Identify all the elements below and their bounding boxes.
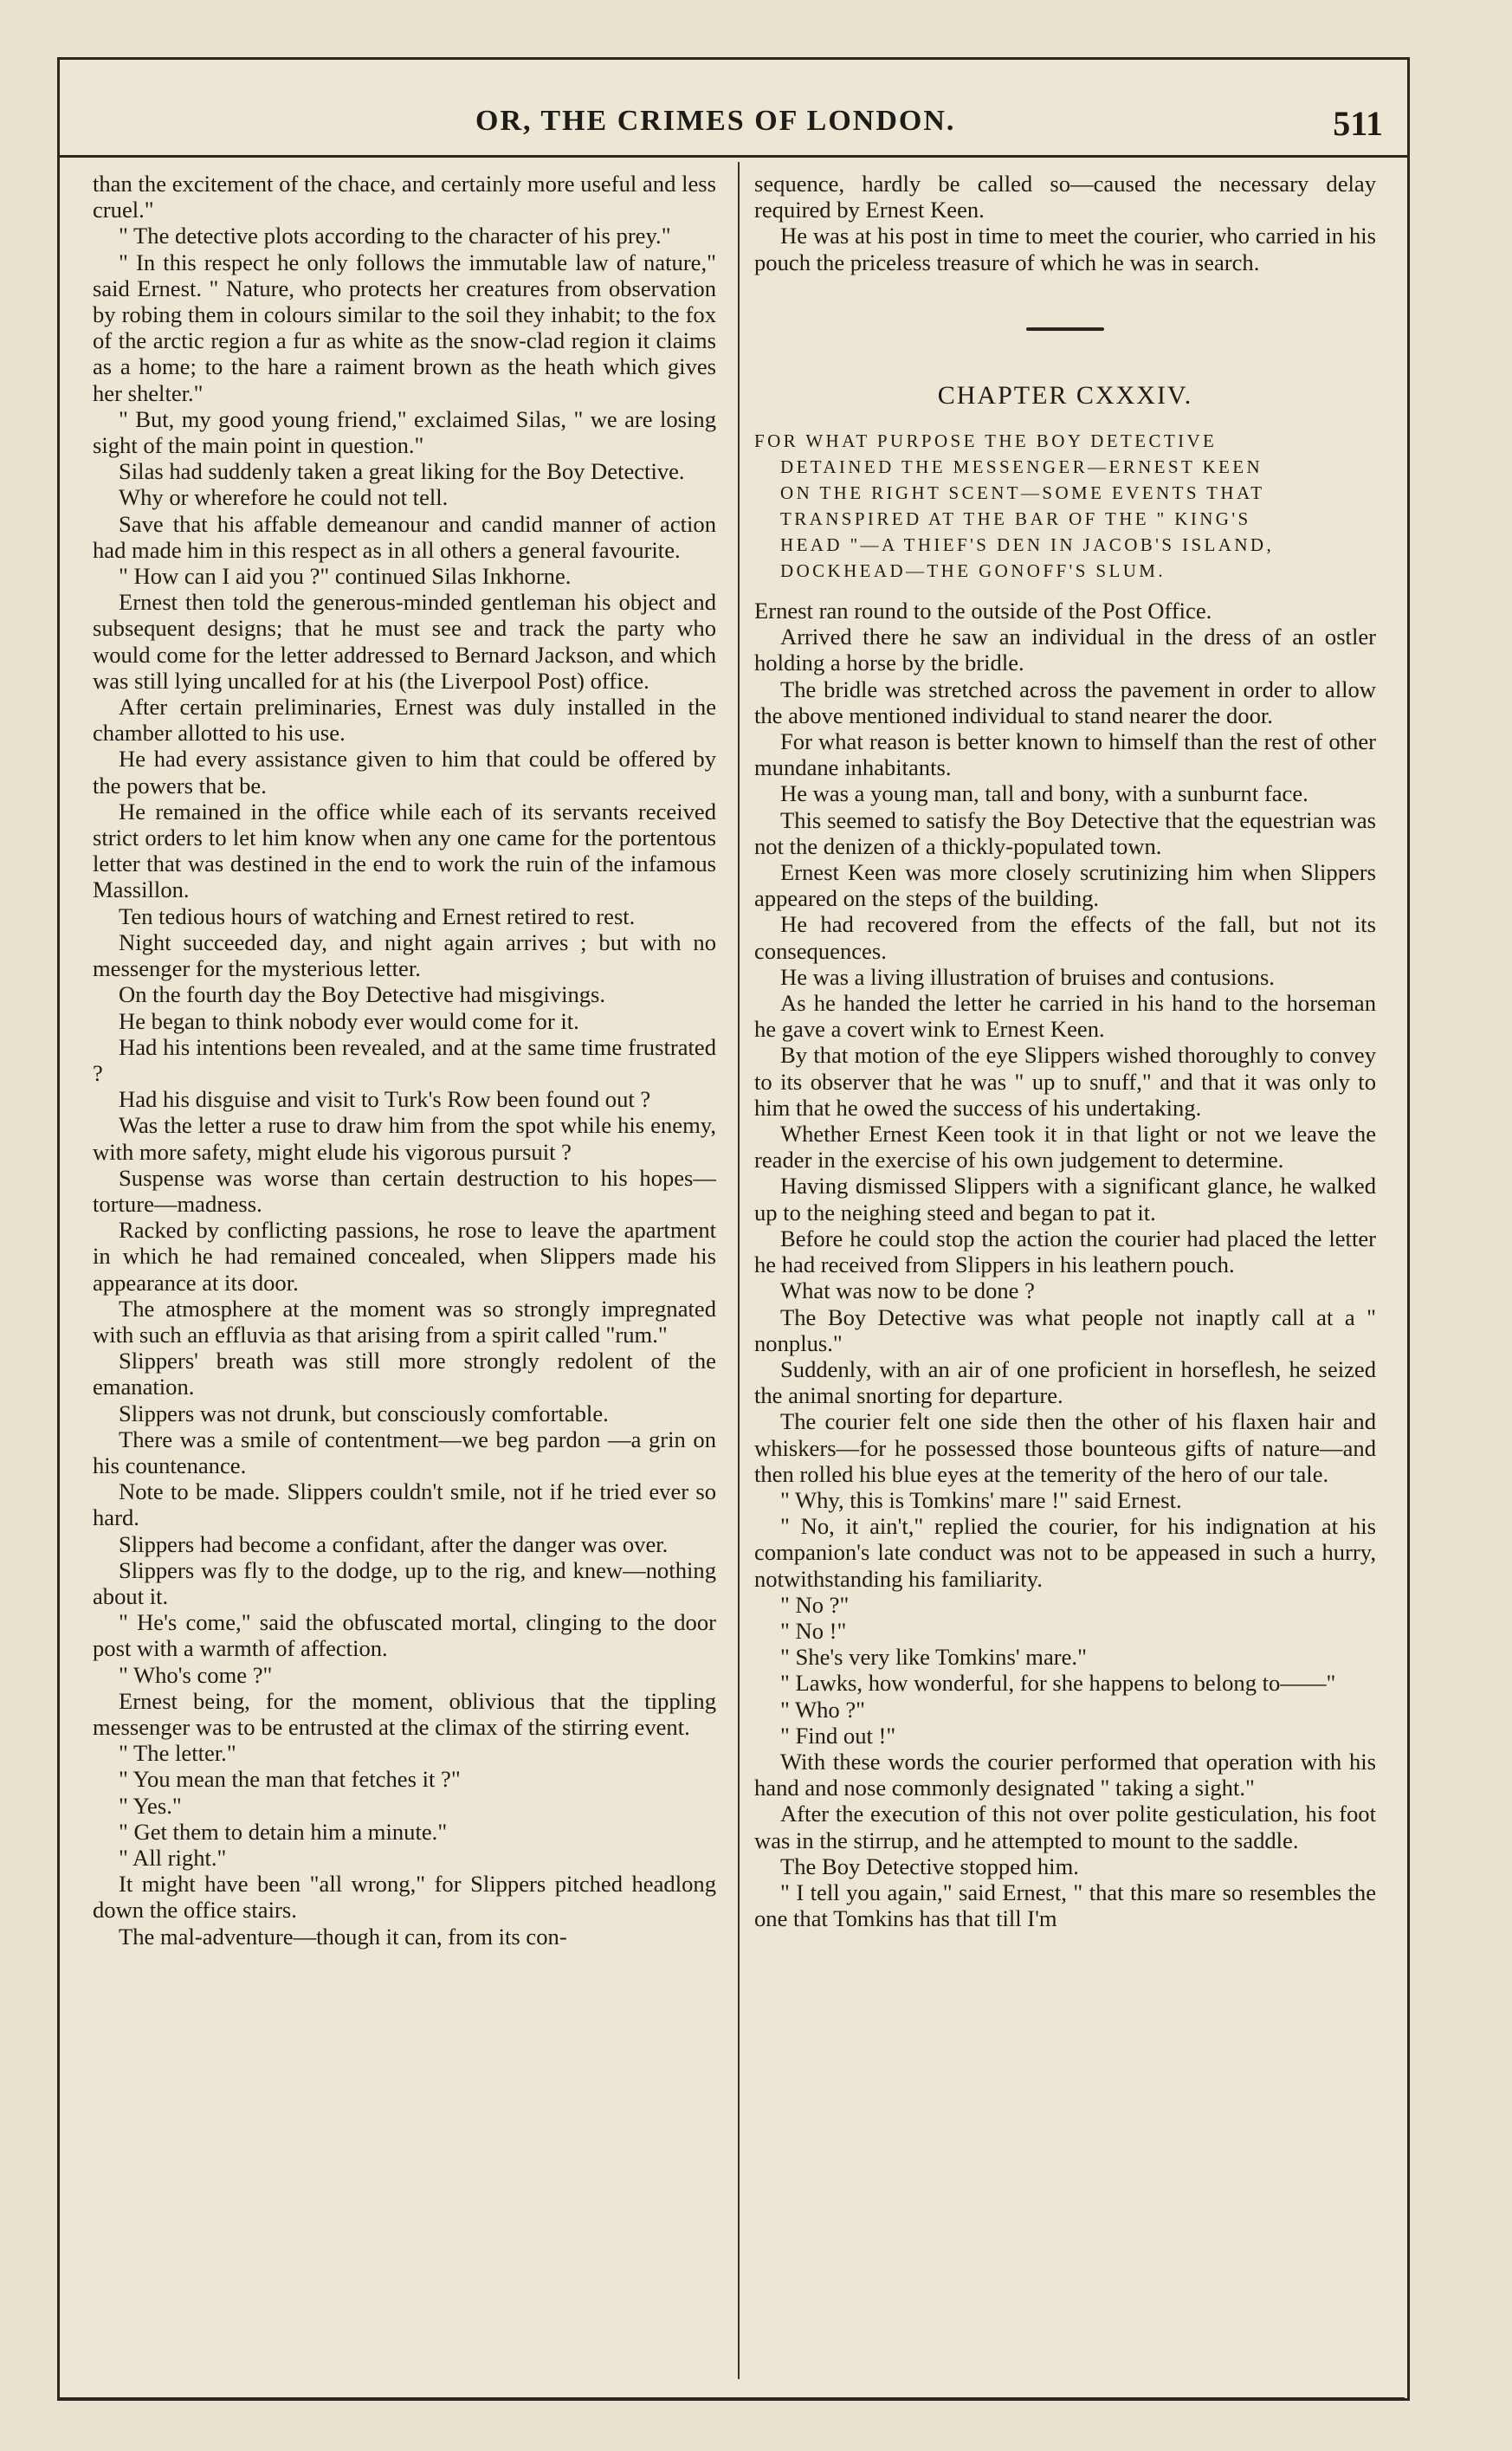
paragraph: Silas had suddenly taken a great liking for the Boy Detective. [119, 458, 685, 485]
paragraph: The courier felt one side then the other of his flaxen hair and whiskers—for he possessed those bounteous gifts of nature—and then rolled his blue eyes at the temerity of the hero of our tale. [754, 1408, 1376, 1487]
paragraph: The mal-adventure—though it can, from its con- [119, 1923, 567, 1950]
paragraph: " No !" [780, 1617, 847, 1644]
paragraph: " Who's come ?" [119, 1661, 273, 1688]
paragraph: With these words the courier performed that operation with his hand and nose commonly designated " taking a sight." [754, 1748, 1376, 1801]
paragraph: He had recovered from the effects of the fall, but not its consequences. [754, 911, 1376, 964]
paragraph: " You mean the man that fetches it ?" [119, 1766, 461, 1793]
chapter-summary-line: TRANSPIRED AT THE BAR OF THE " KING'S [780, 508, 1251, 530]
paragraph: Slippers had become a confidant, after the danger was over. [119, 1530, 669, 1557]
right-column [754, 171, 1376, 2370]
paragraph: By that motion of the eye Slippers wished thoroughly to convey to its observer that he was " up to snuff," and that it was only to him that he owed the success of his undertaking. [754, 1042, 1376, 1121]
paragraph: than the excitement of the chace, and certainly more useful and less cruel." [93, 171, 716, 223]
paragraph: For what reason is better known to himself than the rest of other mundane inhabitants. [754, 728, 1376, 781]
chapter-title: CHAPTER CXXXIV. [937, 380, 1193, 410]
right-column-top [754, 171, 1376, 275]
paragraph: " In this respect he only follows the immutable law of nature," said Ernest. " Nature, who protects her creatures from observation by robing them in colours similar to the soil they inhabit; to the fox of the arctic region a fur as white as the snow-clad region it claims as a home; to the hare a raiment brown as the heath which gives her shelter." [93, 249, 716, 406]
chapter-summary-line: ON THE RIGHT SCENT—SOME EVENTS THAT [780, 482, 1265, 504]
paragraph: Arrived there he saw an individual in the dress of an ostler holding a horse by the bridle. [754, 624, 1376, 676]
paragraph: " I tell you again," said Ernest, " that this mare so resembles the one that Tomkins has that till I'm [754, 1879, 1376, 1932]
chapter-summary-line: DOCKHEAD—THE GONOFF'S SLUM. [780, 560, 1166, 582]
paragraph: " Find out !" [780, 1722, 896, 1749]
paragraph: " The detective plots according to the character of his prey." [119, 223, 671, 249]
right-column-body [754, 598, 1376, 1931]
paragraph: " No, it ain't," replied the courier, for his indignation at his companion's late conduct was not to be appeased in such a hurry, notwithstanding his familiarity. [754, 1513, 1376, 1592]
paragraph: Suspense was worse than certain destruction to his hopes—torture—madness. [93, 1164, 716, 1217]
column-divider [738, 162, 740, 2379]
paragraph: After certain preliminaries, Ernest was duly installed in the chamber allotted to his use. [93, 694, 716, 747]
paragraph: On the fourth day the Boy Detective had misgivings. [119, 981, 606, 1008]
paragraph: sequence, hardly be called so—caused the necessary delay required by Ernest Keen. [754, 171, 1376, 223]
paragraph: " He's come," said the obfuscated mortal, clinging to the door post with a warmth of affection. [93, 1609, 716, 1662]
paragraph: Slippers was not drunk, but consciously comfortable. [119, 1400, 609, 1426]
paragraph: Slippers' breath was still more strongly redolent of the emanation. [93, 1348, 716, 1400]
chapter-summary-line: HEAD "—A THIEF'S DEN IN JACOB'S ISLAND, [780, 534, 1275, 556]
page [57, 57, 1410, 2401]
paragraph: He was at his post in time to meet the courier, who carried in his pouch the priceless treasure of which he was in search. [754, 223, 1376, 275]
paragraph: Before he could stop the action the courier had placed the letter he had received from Slippers in his leathern pouch. [754, 1225, 1376, 1278]
paragraph: He had every assistance given to him that could be offered by the powers that be. [93, 746, 716, 799]
paragraph: After the execution of this not over polite gesticulation, his foot was in the stirrup, and he attempted to mount to the saddle. [754, 1801, 1376, 1853]
paragraph: As he handed the letter he carried in his hand to the horseman he gave a covert wink to Ernest Keen. [754, 990, 1376, 1043]
chapter-summary-line: FOR WHAT PURPOSE THE BOY DETECTIVE [754, 430, 1218, 452]
chapter-summary-line: DETAINED THE MESSENGER—ERNEST KEEN [780, 456, 1263, 478]
paragraph: The atmosphere at the moment was so strongly impregnated with such an effluvia as that arising from a spirit called "rum." [93, 1295, 716, 1348]
paragraph: He began to think nobody ever would come for it. [119, 1007, 579, 1034]
paragraph: Save that his affable demeanour and candid manner of action had made him in this respect as in all others a general favourite. [93, 510, 716, 563]
paragraph: The Boy Detective stopped him. [780, 1853, 1079, 1879]
paragraph: The Boy Detective was what people not inaptly call at a " nonplus." [754, 1303, 1376, 1356]
paragraph: Ernest Keen was more closely scrutinizing him when Slippers appeared on the steps of the building. [754, 859, 1376, 912]
paragraph: This seemed to satisfy the Boy Detective that the equestrian was not the denizen of a thickly-populated town. [754, 806, 1376, 859]
paragraph: " But, my good young friend," exclaimed Silas, " we are losing sight of the main point in question." [93, 405, 716, 459]
page-number: 511 [1333, 104, 1383, 143]
paragraph: Was the letter a ruse to draw him from the spot while his enemy, with more safety, might elude his vigorous pursuit ? [93, 1112, 716, 1165]
paragraph: Having dismissed Slippers with a significant glance, he walked up to the neighing steed and began to pat it. [754, 1173, 1376, 1226]
paragraph: Why or wherefore he could not tell. [119, 484, 449, 511]
paragraph: Whether Ernest Keen took it in that light or not we leave the reader in the exercise of his own judgement to determine. [754, 1121, 1376, 1174]
paragraph: " How can I aid you ?" continued Silas Inkhorne. [119, 563, 572, 590]
paragraph: Ernest being, for the moment, oblivious that the tippling messenger was to be entrusted at the climax of the stirring event. [93, 1687, 716, 1740]
paragraph: " All right." [119, 1845, 227, 1871]
paragraph: Note to be made. Slippers couldn't smile, not if he tried ever so hard. [93, 1478, 716, 1531]
paragraph: " She's very like Tomkins' mare." [780, 1644, 1087, 1671]
paragraph: Ernest then told the generous-minded gentleman his object and subsequent designs; that he must see and track the party who would come for the letter addressed to Bernard Jackson, and which was still lying uncalled for at his (the Liverpool Post) office. [93, 589, 716, 694]
chapter-summary [754, 428, 1376, 584]
paragraph: It might have been "all wrong," for Slippers pitched headlong down the office stairs. [93, 1871, 716, 1924]
paragraph: Had his intentions been revealed, and at the same time frustrated ? [93, 1033, 716, 1086]
paragraph: Ten tedious hours of watching and Ernest retired to rest. [119, 902, 636, 929]
paragraph: " Lawks, how wonderful, for she happens to belong to——" [780, 1670, 1336, 1697]
paragraph: He was a living illustration of bruises and contusions. [780, 963, 1275, 990]
paragraph: " Why, this is Tomkins' mare !" said Ernest. [780, 1486, 1182, 1513]
paragraph: Had his disguise and visit to Turk's Row been found out ? [119, 1086, 651, 1113]
paragraph: " No ?" [780, 1591, 850, 1618]
paragraph: " The letter." [119, 1740, 236, 1767]
paragraph: Ernest ran round to the outside of the Post Office. [754, 598, 1212, 624]
paragraph: " Get them to detain him a minute." [119, 1818, 448, 1845]
paragraph: Suddenly, with an air of one proficient in horseflesh, he seized the animal snorting for departure. [754, 1355, 1376, 1409]
paragraph: There was a smile of contentment—we beg pardon —a grin on his countenance. [93, 1426, 716, 1478]
paragraph: Racked by conflicting passions, he rose to leave the apartment in which he had remained concealed, when Slippers made his appearance at its door. [93, 1217, 716, 1296]
section-rule [1026, 327, 1104, 331]
paragraph: The bridle was stretched across the pavement in order to allow the above mentioned individual to stand nearer the door. [754, 676, 1376, 728]
paragraph: He was a young man, tall and bony, with a sunburnt face. [780, 780, 1308, 807]
paragraph: Night succeeded day, and night again arrives ; but with no messenger for the mysterious letter. [93, 928, 716, 982]
paragraph: Slippers was fly to the dodge, up to the rig, and knew—nothing about it. [93, 1556, 716, 1609]
paragraph: He remained in the office while each of its servants received strict orders to let him know when any one came for the portentous letter that was destined in the end to work the ruin of the infamous Massillon. [93, 798, 716, 903]
left-column [93, 171, 716, 2370]
running-head: OR, THE CRIMES OF LONDON. [475, 105, 956, 137]
paragraph: What was now to be done ? [780, 1277, 1035, 1304]
paragraph: " Who ?" [780, 1696, 866, 1723]
bottom-rule [57, 2397, 1405, 2400]
page-header [60, 60, 1407, 158]
paragraph: " Yes." [119, 1792, 182, 1819]
